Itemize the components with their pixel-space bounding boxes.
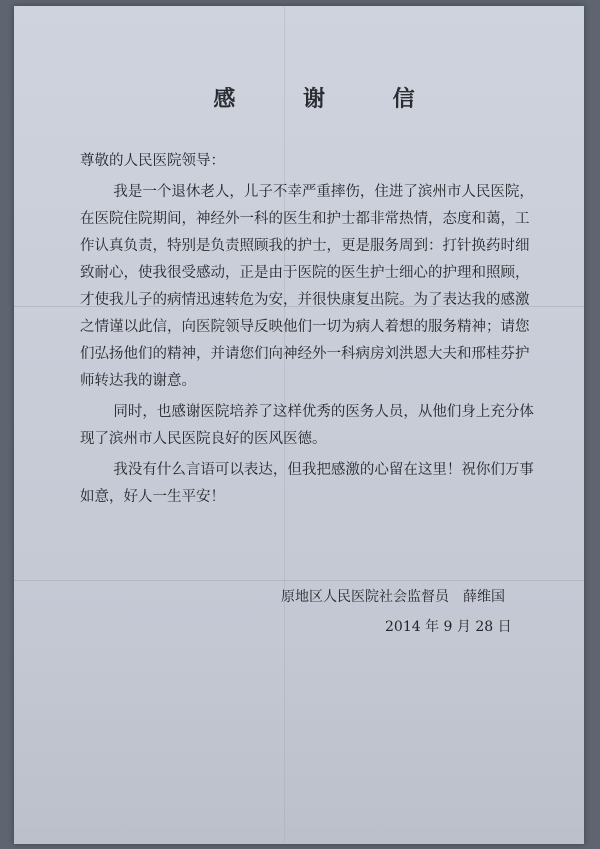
letter-paragraph-2: 同时，也感谢医院培养了这样优秀的医务人员，从他们身上充分体现了滨州市人民医院良好的医风医德。 [80,404,534,447]
fold-line [14,580,584,581]
letter-paragraph-1: 我是一个退休老人，儿子不幸严重摔伤，住进了滨州市人民医院，在医院住院期间，神经外一科的医生和护士都非常热情，态度和蔼，工作认真负责，特别是负责照顾我的护士，更是服务周到：打针换药时细致耐心，使我很受感动，正是由于医院的医生护士细心的护理和照顾，才使我儿子的病情迅速转危为安，并很快康复出院。为了表达我的感激之情谨以此信，向医院领导反映他们一切为病人着想的服务精神；请您们弘扬他们的精神，并请您们向神经外一科病房刘洪恩大夫和邢桂芬护师转达我的谢意。 [80,184,534,389]
letter-paragraph-3: 我没有什么言语可以表达，但我把感激的心留在这里！祝你们万事如意，好人一生平安！ [80,462,534,505]
letter-paper [14,6,584,844]
letter-date: 2014 年 9 月 28 日 [385,619,512,635]
letter-title: 感 谢 信 [213,87,445,112]
letter-salutation: 尊敬的人民医院领导： [80,153,225,169]
letter-signature: 原地区人民医院社会监督员 薛维国 [281,589,505,605]
letter-body [80,148,535,511]
